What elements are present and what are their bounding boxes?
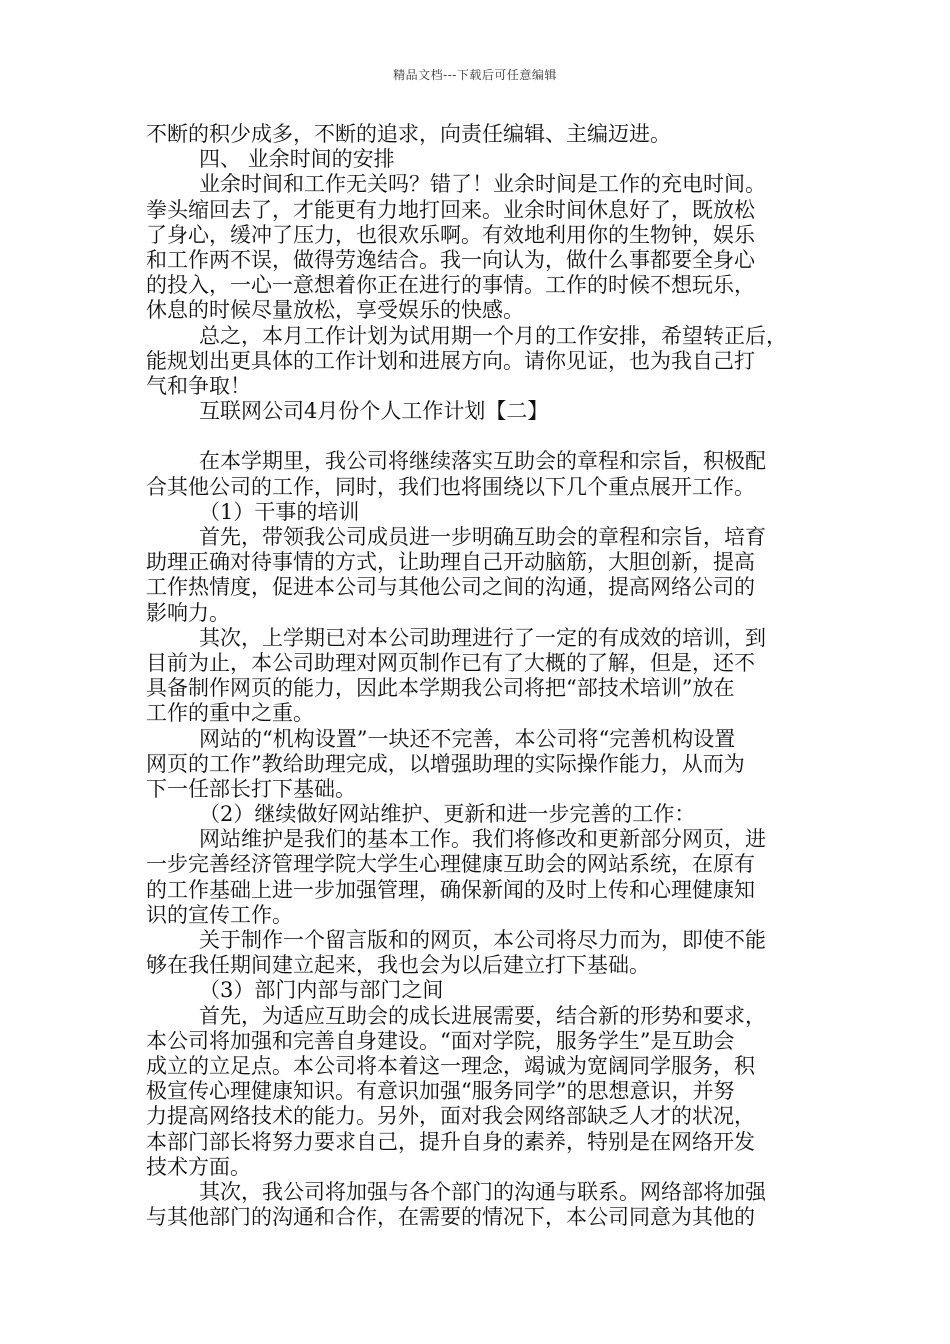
text-line: 够在我任期间建立起来，我也会为以后建立打下基础。 [146,953,650,978]
text-line: （1）干事的培训 [199,499,360,524]
page-header-note: 精品文档---下载后可任意编辑 [393,68,557,82]
text-line: 互联网公司4月份个人工作计划【二】 [199,399,549,424]
text-line: 成立的立足点。本公司将本着这一理念，竭诚为宽阔同学服务，积 [146,1053,755,1078]
text-line: 的投入，一心一意想着你正在进行的事情。工作的时候不想玩乐， [146,273,755,298]
text-line: 识的宣传工作。 [146,902,293,927]
text-line: 了身心，缓冲了压力，也很欢乐啊。有效地利用你的生物钟，娱乐 [146,222,755,247]
text-line: 的工作基础上进一步加强管理，确保新闻的及时上传和心理健康知 [146,877,755,902]
text-line: （3）部门内部与部门之间 [199,978,444,1003]
text-line: 和工作两不误，做得劳逸结合。我一向认为，做什么事都要全身心 [146,247,755,272]
text-line: 不断的积少成多，不断的追求，向责任编辑、主编迈进。 [146,122,671,146]
text-line: 网站维护是我们的基本工作。我们将修改和更新部分网页，进 [199,827,766,852]
text-line: 工作的重中之重。 [146,701,314,726]
text-line: 业余时间和工作无关吗？错了！业余时间是工作的充电时间。 [199,172,766,197]
text-line: 影响力。 [146,600,230,625]
text-line: 一步完善经济管理学院大学生心理健康互助会的网站系统，在原有 [146,852,755,877]
text-line: 网页的工作”教给助理完成，以增强助理的实际操作能力，从而为 [146,751,745,776]
text-line: 网站的“机构设置”一块还不完善，本公司将“完善机构设置 [199,726,736,751]
text-line: 工作热情度，促进本公司与其他公司之间的沟通，提高网络公司的 [146,575,755,600]
text-line: 其次，我公司将加强与各个部门的沟通与联系。网络部将加强 [199,1179,766,1204]
text-line: 下一任部长打下基础。 [146,776,356,801]
text-line: 力提高网络技术的能力。另外，面对我会网络部缺乏人才的状况， [146,1104,755,1129]
blank-line [146,424,810,449]
document-body [146,122,810,1230]
text-line: 目前为止，本公司助理对网页制作已有了大概的了解，但是，还不 [146,650,755,675]
text-line: 本公司将加强和完善自身建设。“面对学院，服务学生”是互助会 [146,1028,735,1053]
text-line: 能规划出更具体的工作计划和进展方向。请你见证，也为我自己打 [146,348,755,373]
text-line: 在本学期里，我公司将继续落实互助会的章程和宗旨，积极配 [199,449,766,474]
text-line: 助理正确对待事情的方式，让助理自己开动脑筋，大胆创新，提高 [146,550,755,575]
text-line: 与其他部门的沟通和合作，在需要的情况下，本公司同意为其他的 [146,1205,755,1230]
text-line: 关于制作一个留言版和的网页，本公司将尽力而为，即使不能 [199,928,766,952]
text-line: 总之，本月工作计划为试用期一个月的工作安排，希望转正后， [199,323,787,348]
text-line: 拳头缩回去了，才能更有力地打回来。业余时间休息好了，既放松 [146,197,755,222]
text-line: 首先，带领我公司成员进一步明确互助会的章程和宗旨，培育 [199,525,766,549]
text-line: 具备制作网页的能力，因此本学期我公司将把“部技术培训”放在 [146,676,735,701]
text-line: 休息的时候尽量放松，享受娱乐的快感。 [146,298,524,323]
text-line: （2）继续做好网站维护、更新和进一步完善的工作： [199,802,696,827]
text-line: 气和争取！ [146,373,251,398]
text-line: 技术方面。 [146,1154,251,1179]
text-line: 合其他公司的工作，同时，我们也将围绕以下几个重点展开工作。 [146,474,755,499]
text-line: 极宣传心理健康知识。有意识加强“服务同学”的思想意识，并努 [146,1079,735,1104]
text-line: 本部门部长将努力要求自己，提升自身的素养，特别是在网络开发 [146,1129,755,1154]
text-line: 其次，上学期已对本公司助理进行了一定的有成效的培训，到 [199,625,766,650]
text-line: 四、 业余时间的安排 [199,147,395,172]
text-line: 首先，为适应互助会的成长进展需要，结合新的形势和要求， [199,1003,766,1028]
